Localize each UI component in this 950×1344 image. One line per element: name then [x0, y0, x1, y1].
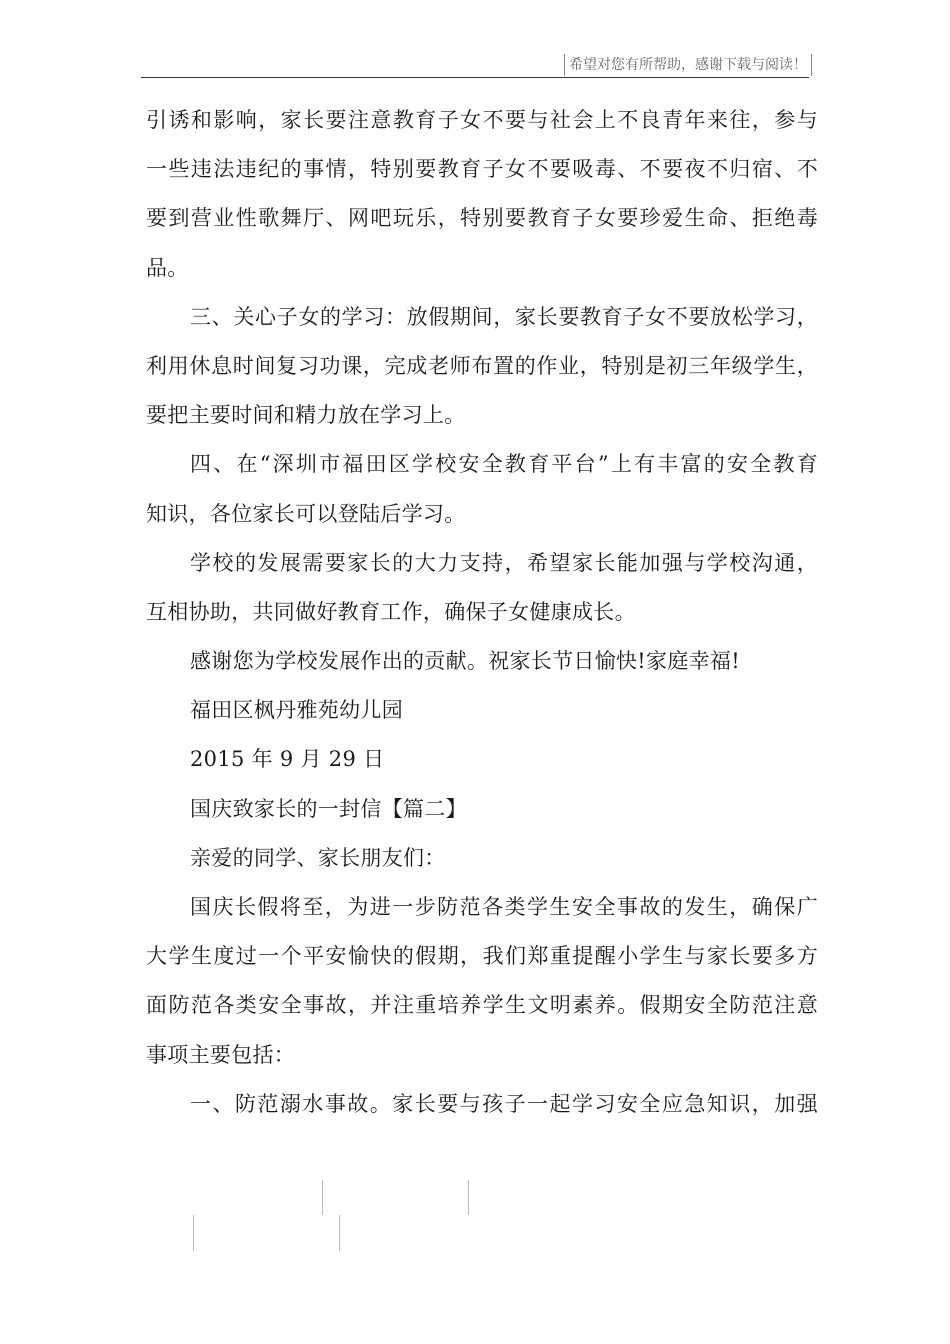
table-fragment-line	[193, 1215, 194, 1251]
table-fragment-line	[322, 1180, 323, 1215]
table-fragment-line	[468, 1180, 469, 1215]
text-line: 引诱和影响，家长要注意教育子女不要与社会上不良青年来往，参与	[146, 108, 818, 132]
text-line: 面防范各类安全事故，并注重培养学生文明素养。假期安全防范注意	[146, 993, 818, 1018]
section-title: 国庆致家长的一封信【篇二】	[190, 796, 467, 821]
text-line: 要到营业性歌舞厅、网吧玩乐，特别要教育子女要珍爱生命、拒绝毒	[146, 206, 818, 231]
text-line: 品。	[146, 255, 189, 280]
text-line: 一、防范溺水事故。家长要与孩子一起学习安全应急知识，加强	[190, 1091, 818, 1116]
text-line: 知识，各位家长可以登陆后学习。	[146, 501, 466, 526]
text-line: 学校的发展需要家长的大力支持，希望家长能加强与学校沟通，	[190, 550, 818, 575]
header-divider	[141, 77, 809, 78]
text-line: 利用休息时间复习功课，完成老师布置的作业，特别是初三年级学生，	[146, 353, 818, 378]
text-line: 国庆长假将至，为进一步防范各类学生安全事故的发生，确保广	[190, 895, 818, 919]
salutation: 亲爱的同学、家长朋友们：	[190, 845, 446, 870]
text-line: 要把主要时间和精力放在学习上。	[146, 403, 466, 428]
text-line: 互相协助，共同做好教育工作，确保子女健康成长。	[146, 599, 636, 624]
document-body	[146, 96, 818, 1129]
text-line: 三、关心子女的学习：放假期间，家长要教育子女不要放松学习，	[190, 304, 818, 329]
text-line: 大学生度过一个平安愉快的假期，我们郑重提醒小学生与家长要多方	[146, 944, 818, 969]
header-note: 希望对您有所帮助，感谢下载与阅读！	[564, 54, 812, 76]
table-fragment-line	[339, 1215, 340, 1251]
text-line: 一些违法违纪的事情，特别要教育子女不要吸毒、不要夜不归宿、不	[146, 157, 818, 182]
signature-date: 2015 年 9 月 29 日	[190, 747, 385, 772]
text-line: 感谢您为学校发展作出的贡献。祝家长节日愉快!家庭幸福!	[190, 649, 740, 674]
text-line: 四、在“深圳市福田区学校安全教育平台”上有丰富的安全教育	[190, 452, 818, 477]
text-line: 事项主要包括：	[146, 1042, 296, 1067]
signature-org: 福田区枫丹雅苑幼儿园	[190, 698, 403, 723]
